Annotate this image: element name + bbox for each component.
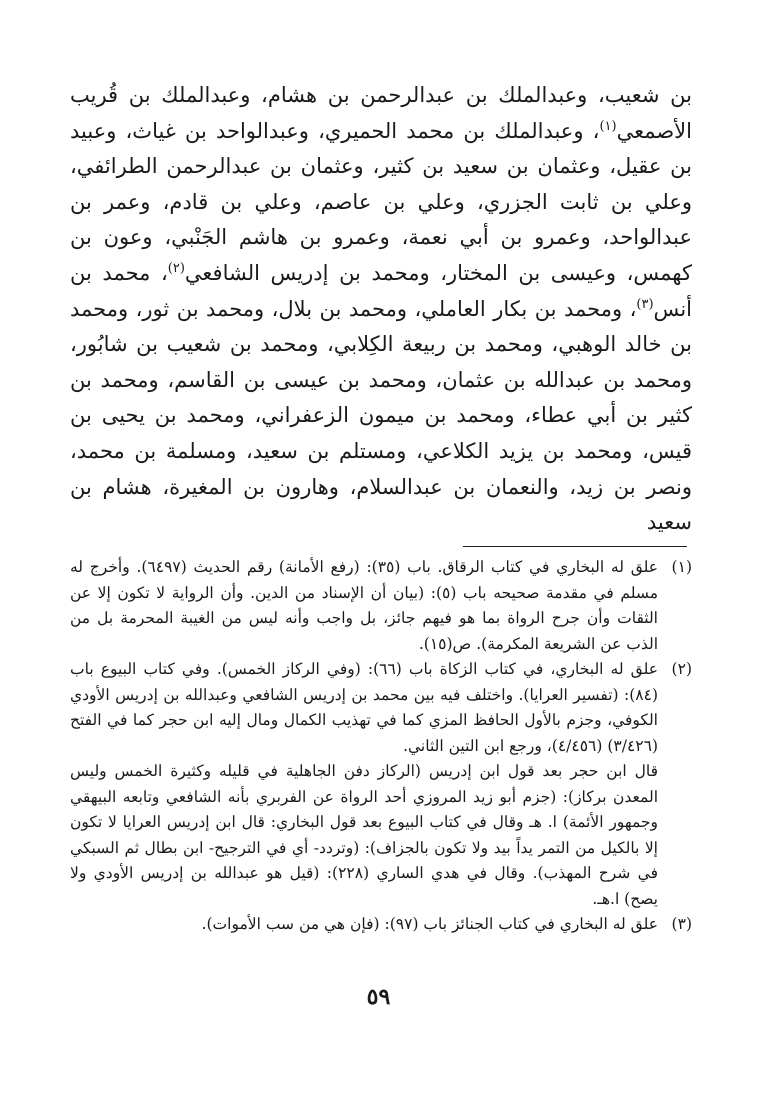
page-number: ٥٩ [366,984,391,1010]
footnote-ref-1[interactable]: (١) [599,118,617,134]
main-text-block [70,78,692,541]
main-text-part-4: ، ومحمد بن بكار العاملي، ومحمد بن بلال، ومحمد بن ثور، ومحمد بن خالد الوهبي، ومحمد بن ربيعة الكِلابي، ومحمد بن شعيب بن شابُور، ومحمد بن عبدالله بن عثمان، ومحمد بن عيسى بن القاسم، ومحمد بن كثير بن أبي عطاء، ومحمد بن ميمون الزعفراني، ومحمد بن يحيى بن قيس، ومحمد بن يزيد الكلاعي، ومستلم بن سعيد، ومسلمة بن محمد، ونصر بن زيد، والنعمان بن عبدالسلام، وهارون بن المغيرة، هشام بن سعيد [70,296,692,535]
footnote-1 [70,555,692,657]
footnote-body [70,657,658,912]
main-text-part-3: ، محمد بن أنس [70,260,692,321]
main-text-part-2: ، وعبدالملك بن محمد الحميري، وعبدالواحد بن غياث، وعبيد بن عقيل، وعثمان بن سعيد بن كثير، وعثمان بن عبدالرحمن الطرائفي، وعلي بن ثابت الجزري، وعلي بن عاصم، وعلي بن قادم، وعمر بن عبدالواحد، وعمرو بن أبي نعمة، وعمرو بن هاشم الجَنْبي، وعون بن كهمس، وعيسى بن المختار، ومحمد بن إدريس الشافعي [70,118,692,285]
footnote-2 [70,657,692,912]
footnote-text: علق له البخاري، في كتاب الزكاة باب (٦٦): (وفي الركاز الخمس). وفي كتاب البيوع باب (٨٤): (تفسير العرايا). واختلف فيه بين محمد بن إدريس الشافعي وعبدالله بن إدريس الأودي الكوفي، وجزم بالأول الحافظ المزي كما في تهذيب الكمال ومال إليه ابن حجر كما في الفتح (٣/٤٢٦) (٤/٤٥٦)، ورجع ابن التين الثاني. [70,660,658,755]
footnote-body [70,555,658,657]
footnote-ref-3[interactable]: (٣) [636,296,654,312]
footnote-3 [70,912,692,938]
footnotes-section [70,555,692,938]
footnote-ref-2[interactable]: (٢) [167,260,185,276]
footnote-number: (١) [671,558,692,576]
footnote-separator [463,546,687,547]
footnote-text: علق له البخاري في كتاب الجنائز باب (٩٧): (فإن هي من سب الأموات). [201,915,658,933]
footnote-body [70,912,658,938]
footnote-number: (٣) [671,915,692,933]
footnote-number: (٢) [671,660,692,678]
main-text-part-1: بن شعيب، وعبدالملك بن عبدالرحمن بن هشام، وعبدالملك بن قُريب الأصمعي [70,83,692,143]
footnote-text: علق له البخاري في كتاب الرقاق. باب (٣٥): (رفع الأمانة) رقم الحديث (٦٤٩٧). وأخرج له مسلم في مقدمة صحيحه باب (٥): (بيان أن الإسناد من الدين. وأن الرواية لا تكون إلا عن الثقات وأن جرح الرواة بما هو فيهم جائز، بل واجب وأنه ليس من الغيبة المحرمة بل من الذب عن الشريعة المكرمة). ص(١٥). [70,558,658,653]
main-paragraph [70,78,692,541]
footnote-text: قال ابن حجر بعد قول ابن إدريس (الركاز دفن الجاهلية في قليله وكثيرة الخمس وليس المعدن بركاز): (جزم أبو زيد المروزي أحد الرواة عن الفربري بأنه الشافعي وتابعه البيهقي وجمهور الأئمة) ا. هـ وقال في كتاب البيوع بعد قول البخاري: قال ابن إدريس العرايا لا تكون إلا بالكيل من التمر يداً بيد ولا تكون بالجزاف): (وتردد- أي في الترجيح- ابن بطال ثم السبكي في شرح المهذب). وقال في هدي الساري (٢٢٨): (قيل هو عبدالله بن إدريس الأودي ولا يصح) ا.هـ. [70,762,659,908]
